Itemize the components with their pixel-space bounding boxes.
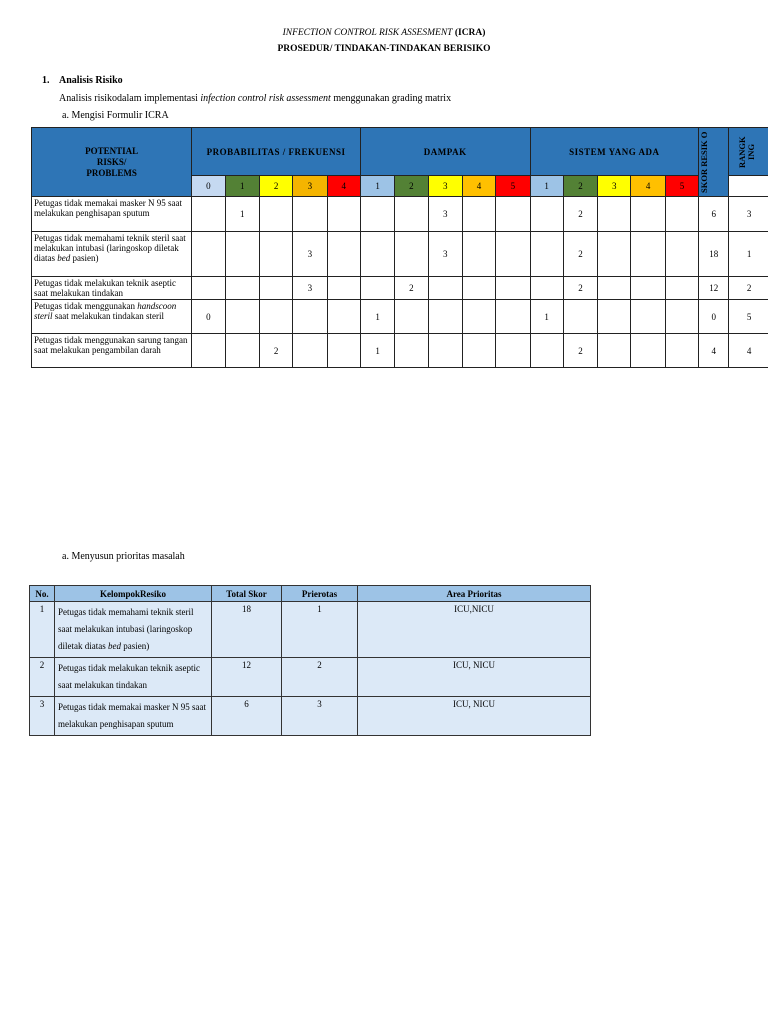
score-cell-s-4 (665, 300, 698, 334)
score-cell-p-1: 1 (225, 197, 259, 232)
icra-row (32, 232, 768, 277)
score-cell-s-4 (665, 334, 698, 368)
score-cell-p-4 (327, 197, 360, 232)
header-ranking (729, 128, 768, 176)
score-cell-d-2: 3 (428, 197, 462, 232)
skor-cell: 12 (699, 277, 729, 300)
score-cell-d-2: 3 (428, 232, 462, 277)
prob-scale-4: 4 (327, 176, 360, 197)
dampak-scale-3: 3 (428, 176, 462, 197)
priority-table (29, 585, 591, 736)
score-cell-d-1 (395, 232, 428, 277)
risk-description (32, 197, 192, 232)
score-cell-s-4 (665, 197, 698, 232)
doc-title-rest: (ICRA) (452, 28, 486, 38)
sistem-scale-5: 5 (665, 176, 698, 197)
dampak-scale-1: 1 (360, 176, 394, 197)
score-cell-p-1 (225, 300, 259, 334)
prio-no: 3 (30, 697, 55, 736)
prob-scale-1: 1 (225, 176, 259, 197)
rank-cell: 3 (729, 197, 768, 232)
risk-text-tail: saat melakukan tindakan steril (52, 311, 164, 321)
prio-header-prior: Prierotas (282, 586, 358, 602)
score-cell-d-0 (360, 277, 394, 300)
prio-no: 1 (30, 602, 55, 658)
risk-text-tail: pasien) (70, 253, 99, 263)
score-cell-d-4 (496, 197, 530, 232)
score-cell-s-0 (530, 232, 563, 277)
score-cell-d-3 (462, 197, 495, 232)
score-cell-p-4 (327, 300, 360, 334)
score-cell-d-3 (462, 300, 495, 334)
header-sistem: SISTEM YANG ADA (530, 128, 699, 176)
score-cell-s-3 (631, 277, 665, 300)
score-cell-p-4 (327, 232, 360, 277)
prio-prioritas: 1 (282, 602, 358, 658)
subheading-priority: a. Menyusun prioritas masalah (62, 551, 185, 562)
score-cell-p-0 (192, 197, 225, 232)
prio-header-no: No. (30, 586, 55, 602)
para-italic: infection control risk assessment (200, 93, 331, 104)
score-cell-p-3 (293, 197, 327, 232)
risk-description (32, 300, 192, 334)
score-cell-d-4 (496, 232, 530, 277)
prio-skor: 12 (212, 658, 282, 697)
skor-cell: 0 (699, 300, 729, 334)
score-cell-p-2: 2 (259, 334, 292, 368)
score-cell-p-2 (259, 197, 292, 232)
sistem-scale-1: 1 (530, 176, 563, 197)
prio-risk-tail: pasien) (120, 641, 150, 651)
score-cell-p-0: 0 (192, 300, 225, 334)
score-cell-p-2 (259, 232, 292, 277)
score-cell-p-2 (259, 277, 292, 300)
header-skor-text: SKOR RESIK O (698, 131, 709, 193)
doc-subtitle: PROSEDUR/ TINDAKAN-TINDAKAN BERISIKO (277, 44, 491, 54)
icra-row (32, 300, 768, 334)
score-cell-d-2 (428, 300, 462, 334)
para-post: menggunakan grading matrix (330, 93, 452, 104)
score-cell-p-0 (192, 232, 225, 277)
prio-risk-italic: bed (107, 641, 121, 651)
prob-scale-0: 0 (192, 176, 225, 197)
risk-text: Petugas tidak menggunakan sarung tangan saat melakukan pengambilan darah (34, 335, 188, 355)
prio-risk-text: Petugas tidak memahami teknik steril saat melakukan intubasi (laringoskop diletak diatas (58, 607, 194, 651)
icra-matrix-table (31, 127, 768, 368)
score-cell-p-3 (293, 300, 327, 334)
sistem-scale-2: 2 (563, 176, 597, 197)
score-cell-d-2 (428, 334, 462, 368)
score-cell-p-3: 3 (293, 277, 327, 300)
priority-row (30, 697, 591, 736)
score-cell-p-4 (327, 334, 360, 368)
header-potential-risks-text: POTENTIAL RISKS/ PROBLEMS (85, 145, 139, 178)
prio-area: ICU, NICU (358, 697, 591, 736)
score-cell-d-2 (428, 277, 462, 300)
score-cell-s-2 (598, 197, 631, 232)
score-cell-p-1 (225, 334, 259, 368)
prio-skor: 18 (212, 602, 282, 658)
prio-prioritas: 3 (282, 697, 358, 736)
score-cell-d-1 (395, 197, 428, 232)
header-skor-resiko (699, 128, 729, 197)
score-cell-d-1 (395, 334, 428, 368)
prio-risk (55, 658, 212, 697)
prio-prioritas: 2 (282, 658, 358, 697)
subheading-icra-form: a. Mengisi Formulir ICRA (62, 110, 169, 121)
icra-row (32, 334, 768, 368)
ranking-blank (729, 176, 768, 197)
score-cell-d-4 (496, 300, 530, 334)
prio-skor: 6 (212, 697, 282, 736)
risk-text-italic: handscoon steril (34, 301, 177, 321)
dampak-scale-2: 2 (395, 176, 428, 197)
score-cell-s-3 (631, 334, 665, 368)
priority-row (30, 658, 591, 697)
risk-description (32, 232, 192, 277)
score-cell-s-3 (631, 232, 665, 277)
score-cell-p-1 (225, 277, 259, 300)
risk-text: Petugas tidak melakukan teknik aseptic saat melakukan tindakan (34, 278, 176, 298)
risk-text: Petugas tidak menggunakan (34, 301, 138, 311)
prio-header-risk: KelompokResiko (55, 586, 212, 602)
score-cell-p-0 (192, 334, 225, 368)
skor-cell: 6 (699, 197, 729, 232)
rank-cell: 5 (729, 300, 768, 334)
score-cell-d-3 (462, 277, 495, 300)
dampak-scale-5: 5 (496, 176, 530, 197)
score-cell-p-2 (259, 300, 292, 334)
prio-risk (55, 602, 212, 658)
score-cell-p-3 (293, 334, 327, 368)
score-cell-p-4 (327, 277, 360, 300)
score-cell-d-0 (360, 232, 394, 277)
score-cell-d-4 (496, 334, 530, 368)
prio-area: ICU,NICU (358, 602, 591, 658)
intro-paragraph (59, 93, 451, 104)
header-potential-risks (32, 128, 192, 197)
section-number: 1. (42, 75, 50, 86)
doc-title-italic: INFECTION CONTROL RISK ASSESMENT (282, 28, 453, 38)
section-heading (42, 75, 123, 86)
risk-text: Petugas tidak memakai masker N 95 saat melakukan penghisapan sputum (34, 198, 182, 218)
score-cell-s-3 (631, 197, 665, 232)
doc-title (0, 28, 768, 38)
score-cell-s-0: 1 (530, 300, 563, 334)
score-cell-p-0 (192, 277, 225, 300)
score-cell-s-1: 2 (563, 334, 597, 368)
score-cell-d-0: 1 (360, 334, 394, 368)
rank-cell: 2 (729, 277, 768, 300)
score-cell-s-4 (665, 232, 698, 277)
score-cell-s-2 (598, 232, 631, 277)
score-cell-d-1: 2 (395, 277, 428, 300)
score-cell-d-3 (462, 232, 495, 277)
rank-cell: 4 (729, 334, 768, 368)
icra-row (32, 197, 768, 232)
para-pre: Analisis risikodalam implementasi (59, 93, 201, 104)
skor-cell: 18 (699, 232, 729, 277)
prio-no: 2 (30, 658, 55, 697)
header-dampak: DAMPAK (360, 128, 530, 176)
score-cell-s-2 (598, 334, 631, 368)
score-cell-d-3 (462, 334, 495, 368)
score-cell-s-1: 2 (563, 277, 597, 300)
score-cell-s-0 (530, 277, 563, 300)
score-cell-s-2 (598, 300, 631, 334)
prio-area: ICU, NICU (358, 658, 591, 697)
prio-risk (55, 697, 212, 736)
prob-scale-2: 2 (259, 176, 292, 197)
prio-risk-text: Petugas tidak melakukan teknik aseptic saat melakukan tindakan (58, 663, 200, 690)
sistem-scale-3: 3 (598, 176, 631, 197)
prio-header-skor: Total Skor (212, 586, 282, 602)
section-title: Analisis Risiko (59, 75, 123, 86)
score-cell-s-0 (530, 197, 563, 232)
score-cell-d-0 (360, 197, 394, 232)
score-cell-d-0: 1 (360, 300, 394, 334)
risk-text: Petugas tidak memahami teknik steril saat melakukan intubasi (laringoskop diletak diatas (34, 233, 186, 263)
score-cell-s-1: 2 (563, 232, 597, 277)
score-cell-p-1 (225, 232, 259, 277)
risk-description (32, 277, 192, 300)
priority-row (30, 602, 591, 658)
dampak-scale-4: 4 (462, 176, 495, 197)
icra-row (32, 277, 768, 300)
score-cell-s-4 (665, 277, 698, 300)
score-cell-p-3: 3 (293, 232, 327, 277)
sistem-scale-4: 4 (631, 176, 665, 197)
header-probabilitas: PROBABILITAS / FREKUENSI (192, 128, 361, 176)
prob-scale-3: 3 (293, 176, 327, 197)
risk-description (32, 334, 192, 368)
score-cell-s-0 (530, 334, 563, 368)
score-cell-s-1: 2 (563, 197, 597, 232)
score-cell-s-2 (598, 277, 631, 300)
prio-risk-text: Petugas tidak memakai masker N 95 saat melakukan penghisapan sputum (58, 702, 206, 729)
header-ranking-text: RANGK ING (737, 135, 757, 168)
skor-cell: 4 (699, 334, 729, 368)
risk-text-italic: bed (57, 253, 71, 263)
prio-header-area: Area Prioritas (358, 586, 591, 602)
score-cell-d-1 (395, 300, 428, 334)
score-cell-s-1 (563, 300, 597, 334)
score-cell-s-3 (631, 300, 665, 334)
rank-cell: 1 (729, 232, 768, 277)
score-cell-d-4 (496, 277, 530, 300)
